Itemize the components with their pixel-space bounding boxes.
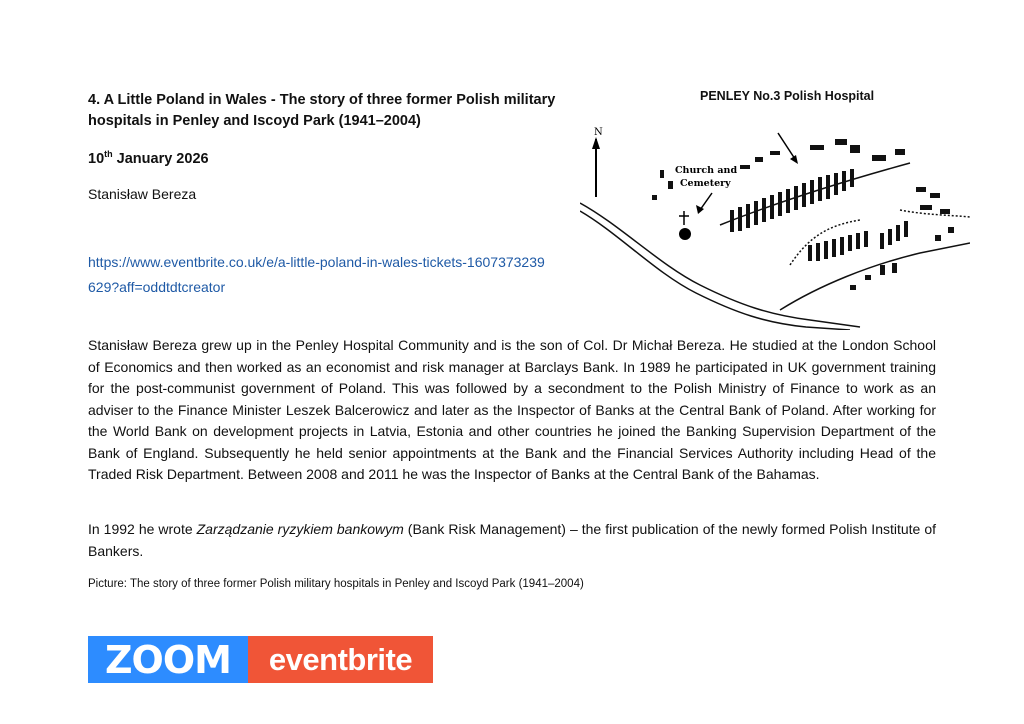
book-title: Zarządzanie ryzykiem bankowym [196, 521, 404, 537]
publication-paragraph [88, 519, 936, 562]
map-title: PENLEY No.3 Polish Hospital [700, 89, 875, 103]
platform-logos [88, 636, 433, 683]
speaker-bio: Stanisław Bereza grew up in the Penley Hospital Community and is the son of Col. Dr Michał Bereza. He studied at the London School of Economics and then worked as an economist and risk manager at Barclays Bank. In 1989 he participated in UK government training for the post-communist government of Poland. This was followed by a secondment to the Polish Ministry of Finance to work as an adviser to the Finance Minister Leszek Balcerowicz and later as the Inspector of Banks at the Central Bank of Poland. After working for the World Bank on development projects in Latvia, Estonia and other countries he joined the Banking Supervision Department of the Bank of England. Subsequently he held senior appointments at the Bank and the Financial Services Authority including Head of the Traded Risk Department. Between 2008 and 2011 he was the Inspector of Banks at the Central Bank of the Bahamas. [88, 337, 936, 482]
north-arrow-icon [592, 127, 603, 197]
event-date [88, 149, 209, 167]
date-rest: January 2026 [112, 150, 209, 167]
p2-before: In 1992 he wrote [88, 521, 197, 537]
p2-after: (Bank Risk Management) – the first publication of the newly formed Polish Institute of Bankers. [88, 521, 937, 559]
date-day: 10 [88, 150, 105, 167]
church-icon [679, 211, 691, 240]
event-title: 4. A Little Poland in Wales - The story of three former Polish military hospitals in Penley and Iscoyd Park (1941–2004) [88, 92, 556, 129]
church-label-1: Church and [675, 165, 738, 176]
eventbrite-logo: eventbrite [248, 636, 433, 683]
road-lines [580, 163, 970, 330]
zoom-logo: ZOOM [88, 636, 248, 683]
church-arrow [700, 193, 712, 210]
north-label: N [594, 127, 603, 138]
picture-caption: Picture: The story of three former Polish military hospitals in Penley and Iscoyd Park (1941–2004) [88, 578, 584, 590]
eventbrite-link[interactable]: https://www.eventbrite.co.uk/e/a-little-poland-in-wales-tickets-1607373239629?aff=oddtdtcreator [88, 254, 545, 295]
speaker-name: Stanisław Bereza [88, 186, 197, 202]
date-suffix: th [104, 149, 113, 159]
church-label-2: Cemetery [680, 178, 731, 189]
hospital-buildings [652, 139, 954, 290]
hospital-map [580, 115, 970, 330]
camp-arrow [778, 133, 795, 159]
